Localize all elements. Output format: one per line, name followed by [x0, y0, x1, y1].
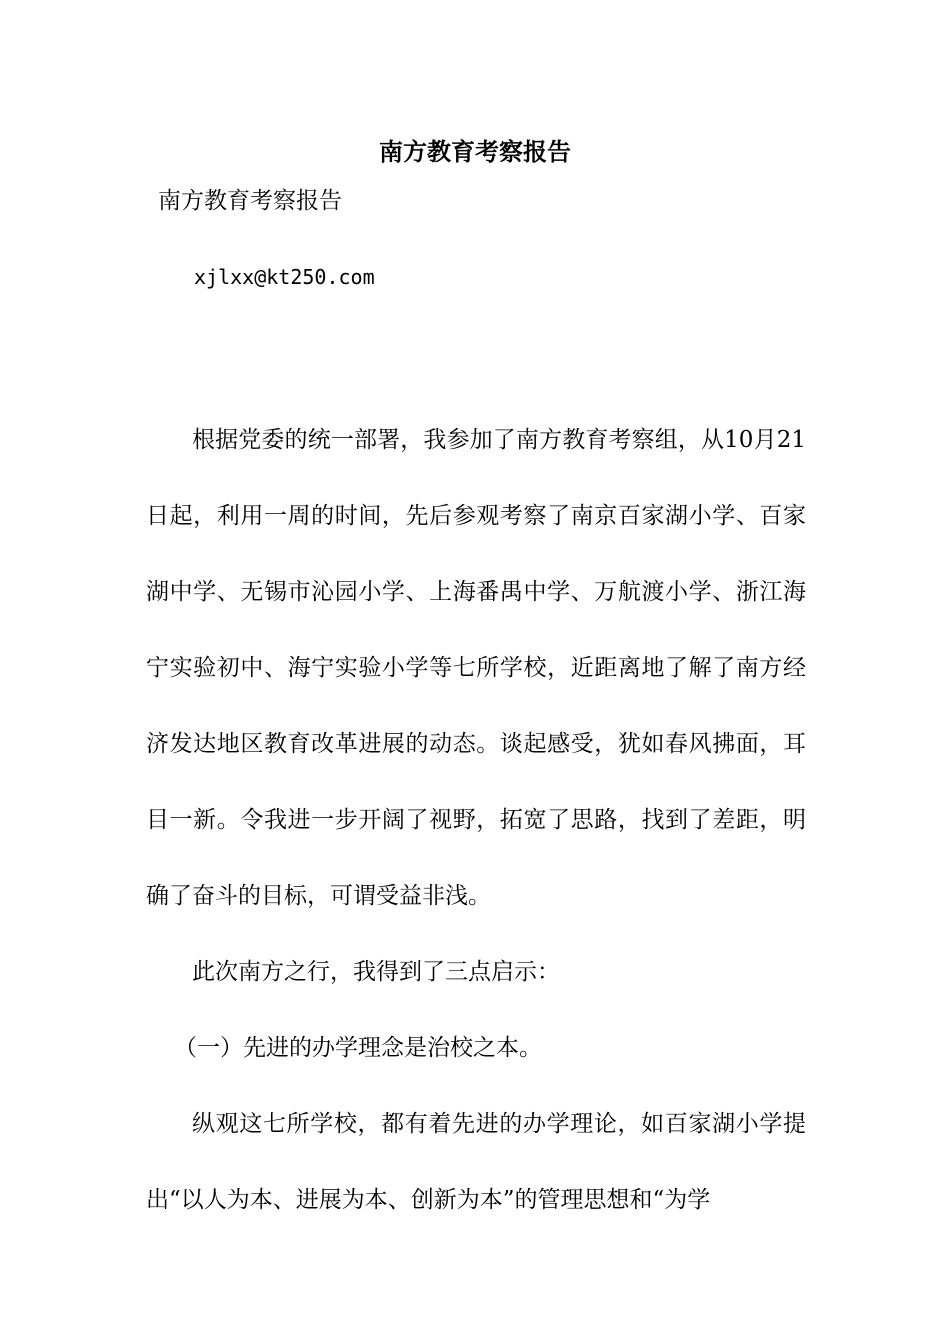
- paragraph-intro: 根据党委的统一部署，我参加了南方教育考察组，从10月21日起，利用一周的时间，先后参观考察了南京百家湖小学、百家湖中学、无锡市沁园小学、上海番禺中学、万航渡小学、浙江海宁实验初中、海宁实验小学等七所学校，近距离地了解了南方经济发达地区教育改革进展的动态。谈起感受，犹如春风拂面，耳目一新。令我进一步开阔了视野，拓宽了思路，找到了差距，明确了奋斗的目标，可谓受益非浅。: [146, 427, 806, 909]
- paragraph-inspirations: 此次南方之行，我得到了三点启示：: [192, 959, 560, 985]
- document-body: [146, 402, 806, 1238]
- document-subtitle: 南方教育考察报告: [158, 188, 342, 214]
- section-heading-1: （一）先进的办学理念是治校之本。: [174, 1035, 542, 1061]
- paragraph-schools: 纵观这七所学校，都有着先进的办学理论，如百家湖小学提出“以人为本、进展为本、创新为本”的管理思想和“为学: [146, 1111, 806, 1213]
- document-title: 南方教育考察报告: [379, 137, 571, 166]
- author-email: xjlxx@kt250.com: [194, 265, 375, 289]
